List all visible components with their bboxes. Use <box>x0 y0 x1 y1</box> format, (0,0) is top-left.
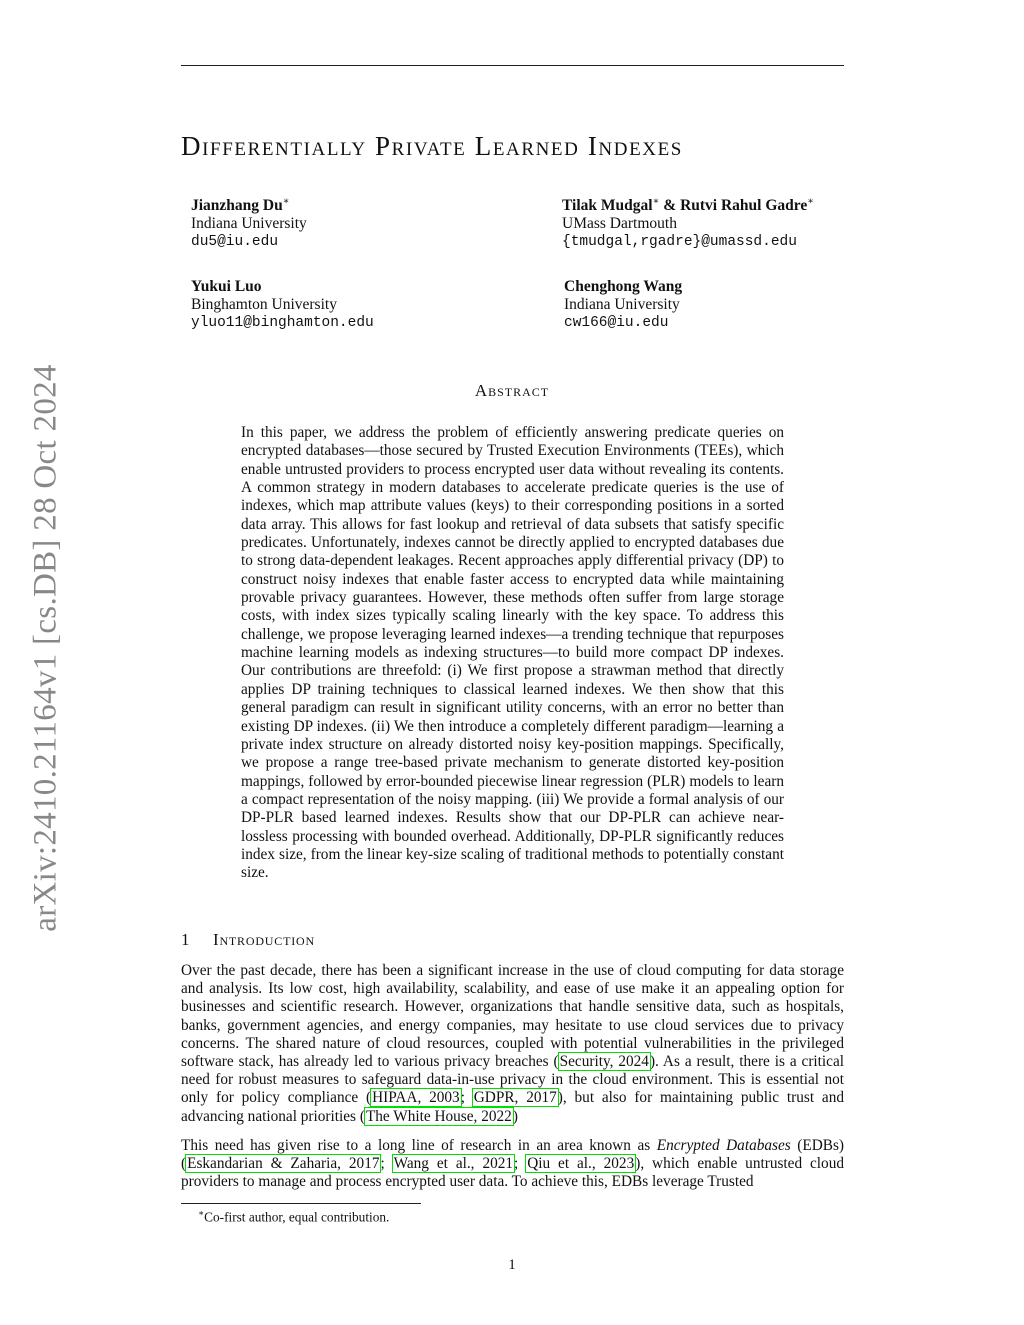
author-affiliation: Indiana University <box>564 296 680 313</box>
citation-eskandarian-2017[interactable]: Eskandarian & Zaharia, 2017 <box>187 1155 380 1173</box>
author-email[interactable]: yluo11@binghamton.edu <box>191 315 374 331</box>
author-affiliation: Indiana University <box>191 215 307 233</box>
author-email[interactable]: du5@iu.edu <box>191 234 279 251</box>
author-email[interactable]: {tmudgal,rgadre}@umassd.edu <box>562 234 797 251</box>
author-affiliation: Binghamton University <box>191 296 337 313</box>
author-block-wang <box>564 278 682 332</box>
author-name: Chenghong Wang <box>564 278 683 295</box>
intro-paragraph-2: This need has given rise to a long line of research in an area known as Encrypted Databases (EDBs)(Eskandarian & Zaharia, 2017; Wang et al., 2021; Qiu et al., 2023), which enable untrusted cloud providers to manage and process encrypted user data. To achieve this, EDBs leverage Trusted <box>181 1137 845 1191</box>
top-rule <box>181 65 844 66</box>
intro-paragraph-1: Over the past decade, there has been a significant increase in the use of cloud computing for data storage and analysis. Its low cost, high availability, scalability, and ease of use make it an appealing option for businesses and scientific research. However, organizations that handle sensitive data, such as hospitals, banks, government agencies, and energy companies, may hesitate to use cloud services due to privacy concerns. The shared nature of cloud resources, coupled with potential vulnerabilities in the privileged software stack, has already led to various privacy breaches (Security, 2024). As a result, there is a critical need for robust measures to safeguard data-in-use privacy in the cloud environment. This is essential not only for policy compliance (HIPAA, 2003; GDPR, 2017), but also for maintaining public trust and advancing national priorities (The White House, 2022) <box>181 962 845 1125</box>
author-block-du <box>191 193 307 251</box>
paper-title: Differentially Private Learned Indexes <box>181 131 683 161</box>
author-email[interactable]: cw166@iu.edu <box>564 315 669 331</box>
author-block-luo <box>191 278 374 332</box>
section-heading-introduction: 1 Introduction <box>181 930 315 949</box>
footnote-rule <box>181 1203 421 1204</box>
author-name: Tilak Mudgal∗ & Rutvi Rahul Gadre∗ <box>562 196 815 215</box>
footnote: ∗Co-first author, equal contribution. <box>198 1208 390 1225</box>
citation-security-2024[interactable]: Security, 2024 <box>559 1053 649 1071</box>
author-block-mudgal-gadre <box>562 193 814 251</box>
citation-hipaa-2003[interactable]: HIPAA, 2003 <box>372 1089 460 1107</box>
author-name: Jianzhang Du∗ <box>191 196 290 215</box>
citation-gdpr-2017[interactable]: GDPR, 2017 <box>473 1089 557 1107</box>
citation-white-house-2022[interactable]: The White House, 2022 <box>365 1107 512 1125</box>
abstract-heading: Abstract <box>474 381 550 400</box>
page-number: 1 <box>508 1257 516 1273</box>
citation-wang-2021[interactable]: Wang et al., 2021 <box>393 1155 514 1173</box>
author-affiliation: UMass Dartmouth <box>562 215 677 233</box>
arxiv-identifier[interactable]: arXiv:2410.21164v1 [cs.DB] 28 Oct 2024 <box>27 364 64 932</box>
abstract-text: In this paper, we address the problem of efficiently answering predicate queries on encrypted databases—those secured by Trusted Execution Environments (TEEs), which enable untrusted providers to process encrypted user data without revealing its contents. A common strategy in modern databases to accelerate predicate queries is the use of indexes, which map attribute values (keys) to their corresponding positions in a sorted data array. This allows for fast lookup and retrieval of data subsets that satisfy specific predicates. Unfortunately, indexes cannot be directly applied to encrypted databases due to strong data-dependent leakages. Recent approaches apply differential privacy (DP) to construct noisy indexes that enable faster access to encrypted data while maintaining provable privacy guarantees. However, these methods often suffer from large storage costs, with index sizes typically scaling linearly with the key space. To address this challenge, we propose leveraging learned indexes—a trending technique that repurposes machine learning models as indexing structures—to build more compact DP indexes. Our contributions are threefold: (i) We first propose a strawman method that directly applies DP training techniques to classical learned indexes. We then show that this general paradigm can result in significant utility concerns, with an error no better than existing DP indexes. (ii) We then introduce a completely different paradigm—learning a private index structure on already distorted noisy key-position mappings. Specifically, we propose a range tree-based private mechanism to generate distorted key-position mappings, followed by error-bounded piecewise linear regression (PLR) models to learn a compact representation of the noisy mapping. (iii) We provide a formal analysis of our DP-PLR based learned indexes. Results show that our DP-PLR can achieve near-lossless processing with bounded overhead. Additionally, DP-PLR significantly reduces index size, from the linear key-size scaling of traditional methods to potentially constant size. <box>241 424 784 882</box>
author-name: Yukui Luo <box>191 278 262 295</box>
citation-qiu-2023[interactable]: Qiu et al., 2023 <box>527 1155 635 1173</box>
